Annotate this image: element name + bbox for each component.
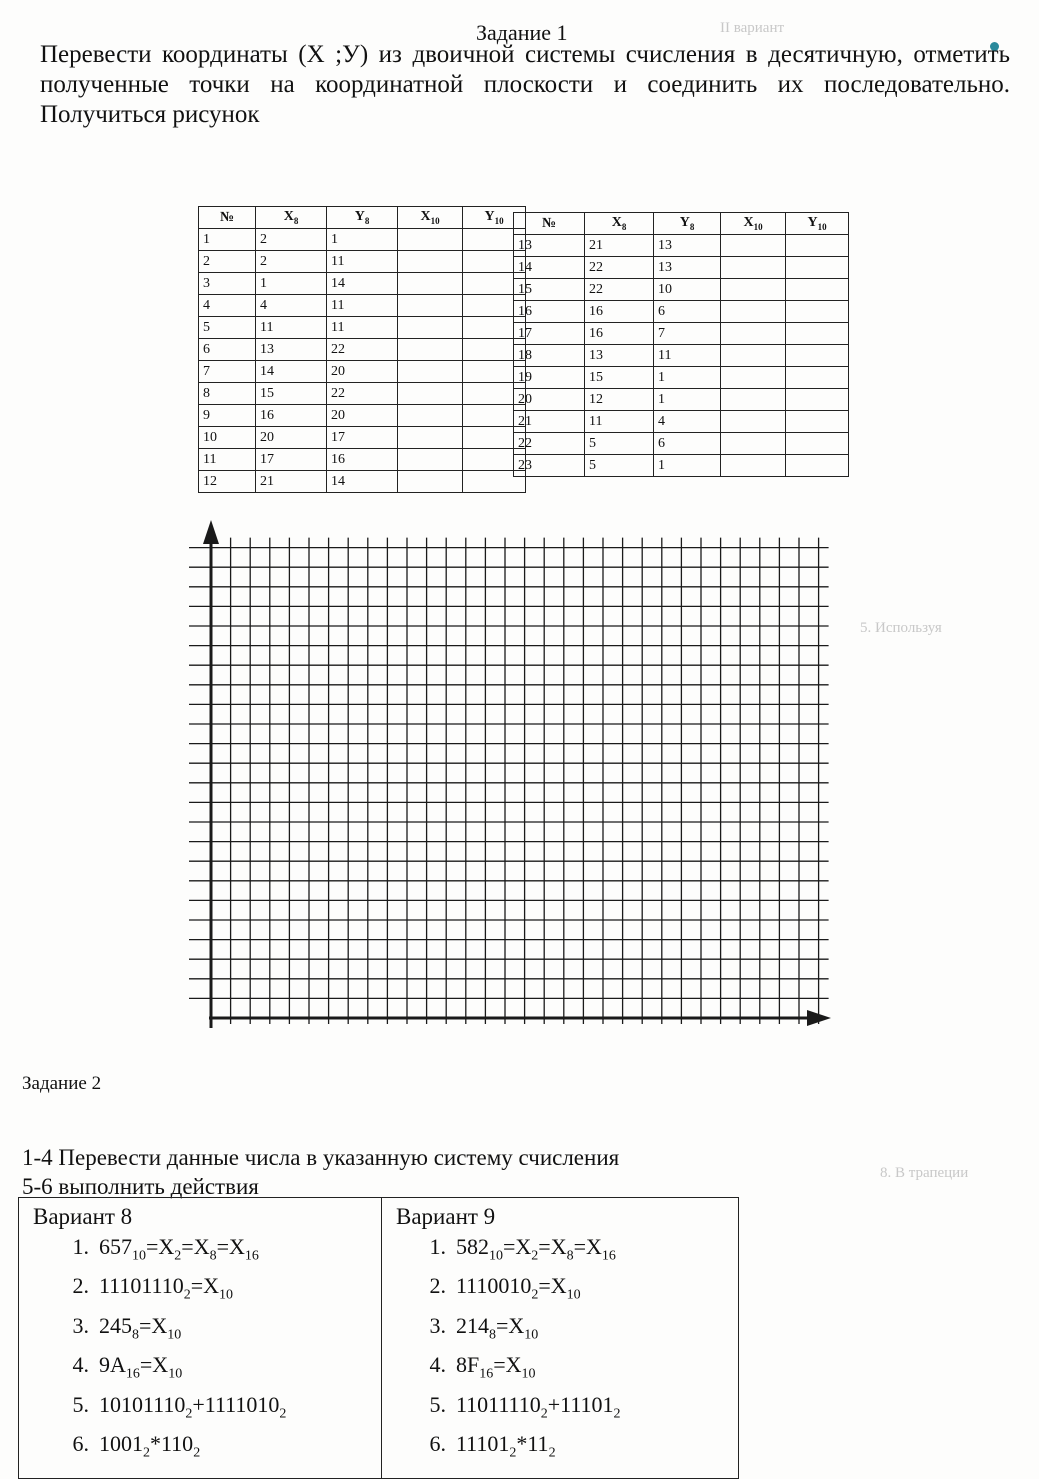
col-y10: $Y_{10}$ [463, 207, 526, 229]
cell-number: 11 [199, 449, 256, 471]
cell-x8: 5 [585, 455, 654, 477]
cell-y8: 1 [654, 389, 721, 411]
cell-y8: 14 [327, 273, 398, 295]
cell-x10-blank[interactable] [398, 317, 463, 339]
table-row [199, 383, 526, 405]
cell-x10-blank[interactable] [721, 257, 786, 279]
cell-x8: 22 [585, 257, 654, 279]
cell-x10-blank[interactable] [721, 455, 786, 477]
cell-y10-blank[interactable] [786, 455, 849, 477]
bleed-text: 5. Используя [860, 620, 942, 636]
expr-part: +1111010 [192, 1391, 280, 1417]
cell-y8: 11 [327, 295, 398, 317]
item-number: 6. [72, 1430, 89, 1456]
expr-part: 9A [99, 1352, 126, 1378]
expr-part: 8F [456, 1352, 480, 1378]
cell-x8: 17 [256, 449, 327, 471]
cell-number: 2 [199, 251, 256, 273]
col-number: № [199, 207, 256, 229]
cell-number: 1 [199, 229, 256, 251]
base-subscript: 2 [183, 1287, 191, 1303]
expr-part: 11101110 [99, 1273, 184, 1299]
bleed-text: 8. В трапеции [880, 1165, 969, 1181]
item-number: 4. [72, 1352, 89, 1378]
task2-line1: 1-4 Перевести данные числа в указанную систему счисления [22, 1145, 620, 1170]
base-subscript: 2 [185, 1405, 193, 1421]
expr-part: 11101 [456, 1430, 510, 1456]
table-row [199, 339, 526, 361]
variant-8-item [53, 1390, 371, 1429]
col-x10: $X_{10}$ [398, 207, 463, 229]
table-row [514, 367, 849, 389]
table-row [514, 411, 849, 433]
variant-8-title: Вариант 8 [33, 1204, 133, 1229]
base-subscript: 8 [489, 1327, 496, 1343]
cell-y10-blank[interactable] [786, 301, 849, 323]
cell-number: 8 [199, 383, 256, 405]
cell-y8: 6 [654, 433, 721, 455]
base-subscript: 8 [132, 1327, 139, 1343]
cell-x10-blank[interactable] [721, 301, 786, 323]
expr-part: =X [216, 1234, 245, 1259]
col-x10: $X_{10}$ [721, 213, 786, 235]
table-row [514, 257, 849, 279]
cell-y10-blank[interactable] [786, 257, 849, 279]
expr-part: =X [496, 1312, 525, 1338]
cell-x10-blank[interactable] [398, 361, 463, 383]
base-subscript: 8 [566, 1248, 574, 1264]
item-number: 2. [72, 1273, 89, 1299]
cell-x8: 21 [585, 235, 654, 257]
cell-y8: 13 [654, 257, 721, 279]
item-number: 1. [429, 1234, 446, 1259]
cell-x10-blank[interactable] [398, 471, 463, 493]
cell-y8: 17 [327, 427, 398, 449]
cell-y8: 6 [654, 301, 721, 323]
cell-y8: 22 [327, 383, 398, 405]
cell-y8: 10 [654, 279, 721, 301]
cell-x10-blank[interactable] [398, 273, 463, 295]
table-row [199, 273, 526, 295]
variant-9-item [410, 1232, 728, 1271]
cell-x8: 5 [585, 433, 654, 455]
cell-number: 12 [199, 471, 256, 493]
cell-y8: 20 [327, 361, 398, 383]
cell-y10-blank[interactable] [786, 433, 849, 455]
cell-x8: 2 [256, 251, 327, 273]
expr-part: *11 [516, 1430, 549, 1456]
cell-x8: 13 [585, 345, 654, 367]
table-row [199, 361, 526, 383]
variant-9-item [410, 1350, 728, 1389]
cell-x8: 20 [256, 427, 327, 449]
expr-part: 582 [456, 1234, 489, 1259]
cell-number: 7 [199, 361, 256, 383]
table-row [199, 317, 526, 339]
base-subscript: 2 [531, 1248, 539, 1264]
cell-y8: 11 [327, 317, 398, 339]
cell-number: 17 [514, 323, 585, 345]
col-number: № [514, 213, 585, 235]
cell-x10-blank[interactable] [398, 427, 463, 449]
cell-x8: 11 [585, 411, 654, 433]
cell-y10-blank[interactable] [786, 345, 849, 367]
base-subscript: 10 [566, 1287, 581, 1303]
expr-part: =X [538, 1273, 567, 1299]
coordinate-grid[interactable] [185, 518, 835, 1038]
variant-8-cell [19, 1198, 382, 1479]
cell-x8: 2 [256, 229, 327, 251]
expr-part: 214 [456, 1312, 489, 1338]
expr-part: =X [146, 1234, 175, 1259]
variant-8-item [53, 1350, 371, 1389]
base-subscript: 10 [219, 1287, 234, 1303]
base-subscript: 2 [193, 1445, 201, 1461]
expr-part: *110 [150, 1430, 194, 1456]
cell-y10-blank[interactable] [786, 323, 849, 345]
base-subscript: 10 [524, 1327, 539, 1343]
item-number: 1. [72, 1234, 89, 1259]
task1-title: Задание 1 [476, 20, 568, 45]
cell-number: 19 [514, 367, 585, 389]
expr-part: =X [538, 1234, 567, 1259]
table-row [514, 301, 849, 323]
cell-y8: 1 [327, 229, 398, 251]
cell-x10-blank[interactable] [398, 295, 463, 317]
table-row [199, 405, 526, 427]
cell-x8: 15 [256, 383, 327, 405]
cell-x10-blank[interactable] [721, 323, 786, 345]
cell-number: 9 [199, 405, 256, 427]
cell-number: 22 [514, 433, 585, 455]
variant-9-item [410, 1311, 728, 1350]
item-number: 3. [72, 1312, 89, 1338]
task1-instructions: Перевести координаты (Х ;У) из двоичной системы счисления в десятичную, отметить полученные точки на координатной плоскости и соединить их последовательно. Получиться рисунок [40, 41, 1010, 128]
expr-part: =X [181, 1234, 210, 1259]
cell-x8: 22 [585, 279, 654, 301]
col-y8: $Y_8$ [327, 207, 398, 229]
item-number: 4. [429, 1352, 446, 1378]
cell-x10-blank[interactable] [398, 229, 463, 251]
cell-number: 16 [514, 301, 585, 323]
cell-x8: 16 [585, 301, 654, 323]
col-x8: $X_8$ [585, 213, 654, 235]
cell-y10-blank[interactable] [786, 235, 849, 257]
cell-y8: 16 [327, 449, 398, 471]
expr-part: =X [190, 1273, 220, 1299]
cell-x10-blank[interactable] [398, 449, 463, 471]
cell-number: 18 [514, 345, 585, 367]
table-row [199, 295, 526, 317]
expr-part: =X [493, 1352, 522, 1378]
variant-9-item [410, 1390, 728, 1429]
cell-x10-blank[interactable] [398, 251, 463, 273]
item-number: 5. [72, 1391, 89, 1417]
table-row [514, 279, 849, 301]
cell-y10-blank[interactable] [786, 367, 849, 389]
item-number: 3. [429, 1312, 446, 1338]
item-number: 2. [429, 1273, 446, 1299]
expr-part: 11011110 [456, 1391, 541, 1417]
bleed-text: II вариант [720, 20, 785, 36]
base-subscript: 10 [132, 1248, 146, 1264]
table-row [199, 471, 526, 493]
item-number: 6. [429, 1430, 446, 1456]
cell-x8: 15 [585, 367, 654, 389]
base-subscript: 16 [601, 1248, 616, 1264]
table-row [514, 389, 849, 411]
base-subscript: 16 [125, 1366, 140, 1382]
cell-y8: 14 [327, 471, 398, 493]
cell-y8: 7 [654, 323, 721, 345]
cell-y8: 1 [654, 455, 721, 477]
cell-x8: 14 [256, 361, 327, 383]
cell-y8: 4 [654, 411, 721, 433]
base-subscript: 2 [279, 1405, 287, 1421]
variant-8-item [53, 1429, 371, 1468]
cell-number: 15 [514, 279, 585, 301]
col-x8: $X_8$ [256, 207, 327, 229]
expr-part: +11101 [547, 1391, 614, 1417]
cell-y8: 22 [327, 339, 398, 361]
cell-x8: 11 [256, 317, 327, 339]
cell-number: 21 [514, 411, 585, 433]
table-row [199, 427, 526, 449]
cell-x8: 16 [585, 323, 654, 345]
cell-number: 6 [199, 339, 256, 361]
table-row [514, 455, 849, 477]
cell-x10-blank[interactable] [721, 279, 786, 301]
cell-x10-blank[interactable] [721, 367, 786, 389]
cell-number: 10 [199, 427, 256, 449]
variants-table [18, 1197, 739, 1479]
base-subscript: 2 [548, 1445, 556, 1461]
cell-x10-blank[interactable] [398, 383, 463, 405]
cell-y8: 20 [327, 405, 398, 427]
base-subscript: 2 [143, 1445, 150, 1461]
base-subscript: 10 [489, 1248, 503, 1264]
base-subscript: 8 [209, 1248, 217, 1264]
cell-number: 4 [199, 295, 256, 317]
cell-x10-blank[interactable] [398, 339, 463, 361]
table-row [514, 433, 849, 455]
col-y8: $Y_8$ [654, 213, 721, 235]
cell-x8: 12 [585, 389, 654, 411]
cell-y10-blank[interactable] [786, 411, 849, 433]
cell-y10-blank[interactable] [786, 279, 849, 301]
base-subscript: 10 [167, 1327, 182, 1343]
cell-y8: 1 [654, 367, 721, 389]
y-axis-arrow [203, 520, 219, 544]
table-row [199, 449, 526, 471]
variant-9-cell [382, 1198, 739, 1479]
cell-y8: 11 [327, 251, 398, 273]
variant-9-item [410, 1429, 728, 1468]
cell-x8: 13 [256, 339, 327, 361]
cell-x8: 4 [256, 295, 327, 317]
expr-part: 245 [99, 1312, 132, 1338]
cell-number: 5 [199, 317, 256, 339]
variant-9-title: Вариант 9 [396, 1204, 496, 1229]
cell-x8: 21 [256, 471, 327, 493]
cell-x10-blank[interactable] [721, 235, 786, 257]
task2-line2: 5-6 выполнить действия [22, 1174, 259, 1199]
base-subscript: 16 [244, 1248, 259, 1264]
cell-y10-blank[interactable] [786, 389, 849, 411]
base-subscript: 2 [540, 1405, 548, 1421]
cell-y8: 13 [654, 235, 721, 257]
table-row [199, 229, 526, 251]
task2-title: Задание 2 [22, 1073, 102, 1094]
table-row [514, 235, 849, 257]
task2-instructions [22, 1143, 619, 1201]
cell-x10-blank[interactable] [398, 405, 463, 427]
cell-number: 23 [514, 455, 585, 477]
variant-8-item [53, 1232, 371, 1271]
expr-part: =X [139, 1312, 168, 1338]
table-row [514, 345, 849, 367]
base-subscript: 10 [168, 1366, 183, 1382]
table-row [199, 251, 526, 273]
cell-number: 20 [514, 389, 585, 411]
coordinates-table-right [513, 212, 849, 477]
base-subscript: 16 [479, 1366, 494, 1382]
cell-x10-blank[interactable] [721, 433, 786, 455]
cell-x8: 1 [256, 273, 327, 295]
expr-part: =X [573, 1234, 602, 1259]
expr-part: 10101110 [99, 1391, 186, 1417]
coordinates-table-left [198, 206, 526, 493]
expr-part: 1001 [99, 1430, 143, 1456]
cell-number: 14 [514, 257, 585, 279]
cell-x10-blank[interactable] [721, 411, 786, 433]
table-row [514, 323, 849, 345]
col-y10: $Y_{10}$ [786, 213, 849, 235]
cell-y8: 11 [654, 345, 721, 367]
base-subscript: 2 [509, 1445, 517, 1461]
expr-part: =X [503, 1234, 532, 1259]
cell-number: 3 [199, 273, 256, 295]
expr-part: =X [139, 1352, 169, 1378]
base-subscript: 2 [174, 1248, 182, 1264]
base-subscript: 2 [531, 1287, 539, 1303]
cell-x10-blank[interactable] [721, 389, 786, 411]
expr-part: 657 [99, 1234, 132, 1259]
cell-number: 13 [514, 235, 585, 257]
expr-part: 1110010 [456, 1273, 532, 1299]
variant-8-item [53, 1271, 371, 1310]
variant-8-item [53, 1311, 371, 1350]
cell-x8: 16 [256, 405, 327, 427]
item-number: 5. [429, 1391, 446, 1417]
base-subscript: 10 [521, 1366, 536, 1382]
cell-x10-blank[interactable] [721, 345, 786, 367]
base-subscript: 2 [613, 1405, 621, 1421]
variant-9-item [410, 1271, 728, 1310]
